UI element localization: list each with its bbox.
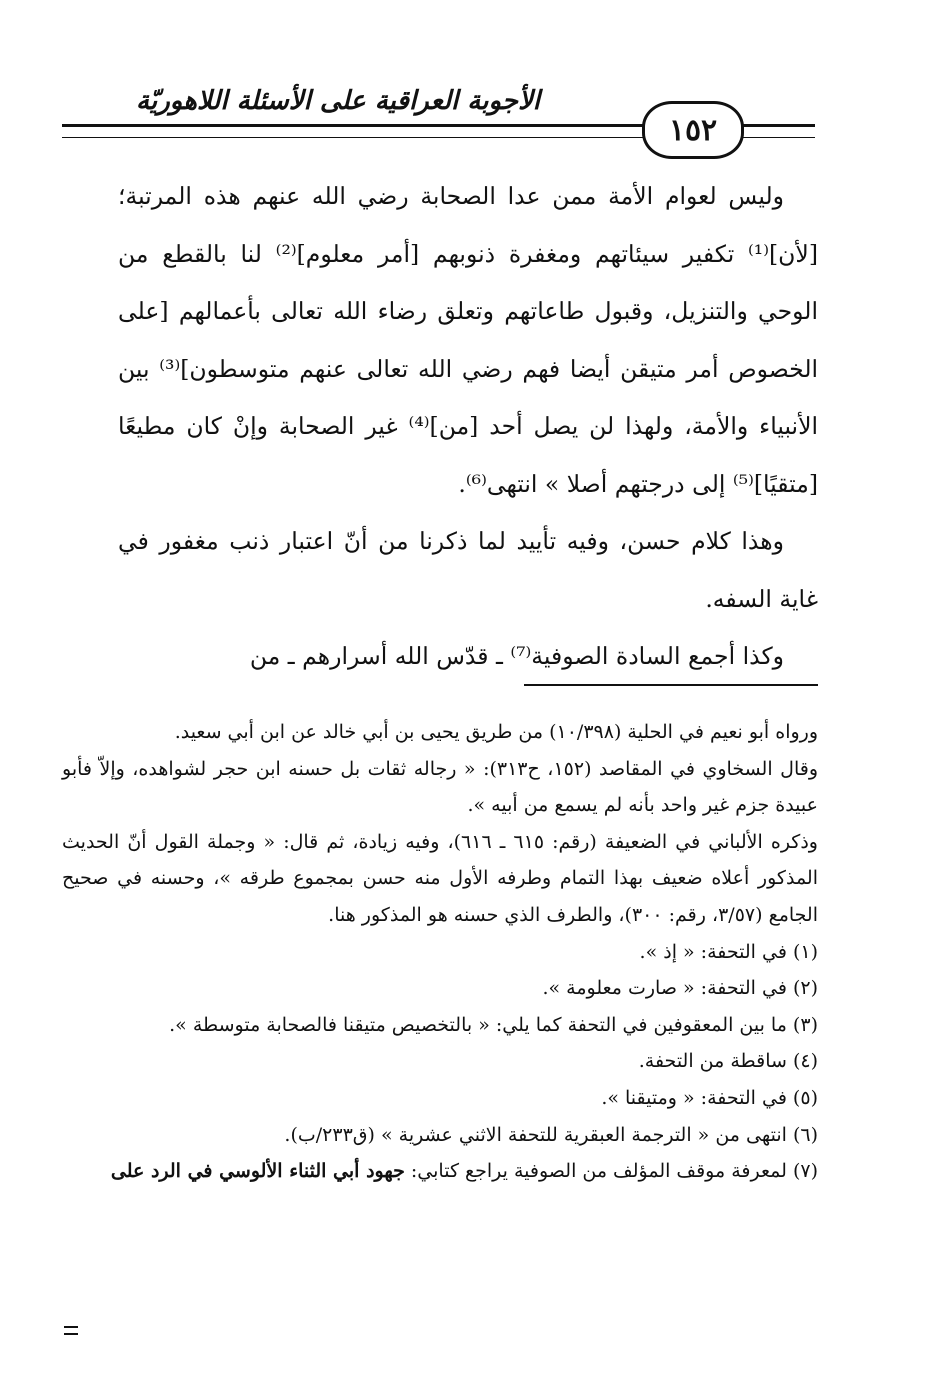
page-number: ١٥٢ [668,112,718,148]
footnote-7-book-title: جهود أبي الثناء الألوسي في الرد على [110,1160,405,1183]
footnotes-section [62,714,818,1190]
footnote-7-text: (٧) لمعرفة موقف المؤلف من الصوفية يراجع كتابي: [404,1160,818,1183]
footnote-6: (٦) انتهى من « الترجمة العبقرية للتحفة الاثني عشرية » (ق٢٣٣/ب). [284,1123,818,1146]
footnote-separator [524,684,818,686]
header-rule-right [735,124,815,138]
footnote-5: (٥) في التحفة: « ومتيقنا ». [601,1086,818,1109]
footnote-continuation-3: وذكره الألباني في الضعيفة (رقم: ٦١٥ ـ ٦١٦)، وفيه زيادة، ثم قال: « وجملة القول أنّ الحديث المذكور أعلاه ضعيف بهذا التمام وطرفه الأول منه حسن بمجموع طرقه »، وحسنه في صحيح الجامع (٣/٥٧، رقم: ٣٠٠)، والطرف الذي حسنه هو المذكور هنا. [62,830,818,926]
footnote-3: (٣) ما بين المعقوفين في التحفة كما يلي: « بالتخصيص متيقنا فالصحابة متوسطة ». [169,1013,818,1036]
body-paragraph-2: وهذا كلام حسن، وفيه تأييد لما ذكرنا من أنّ اعتبار ذنب مغفور في غاية السفه. [118,527,818,613]
footnote-continuation-2: وقال السخاوي في المقاصد (١٥٢، ح٣١٣): « رجاله ثقات بل حسنه ابن حجر لشواهده، وإلاّ فأبو عبيدة جزم غير واحد بأنه لم يسمع من أبيه ». [62,757,818,817]
footnote-1: (١) في التحفة: « إذ ». [639,940,818,963]
main-text [118,168,818,686]
body-paragraph-3: وكذا أجمع السادة الصوفية⁽⁷⁾ ـ قدّس الله أسرارهم ـ من [249,642,784,670]
footnote-2: (٢) في التحفة: « صارت معلومة ». [542,977,818,1000]
running-header-title: الأجوبة العراقية على الأسئلة اللاهوريّة [136,86,540,116]
body-paragraph-1: وليس لعوام الأمة ممن عدا الصحابة رضي الله عنهم هذه المرتبة؛ [لأن]⁽¹⁾ تكفير سيئاتهم ومغفرة ذنوبهم [أمر معلوم]⁽²⁾ لنا بالقطع من الوحي والتنزيل، وقبول طاعاتهم وتعلق رضاء الله تعالى بأعمالهم [على الخصوص أمر متيقن أيضا فهم رضي الله تعالى عنهم متوسطون]⁽³⁾ بين الأنبياء والأمة، ولهذا لن يصل أحد [من]⁽⁴⁾ غير الصحابة وإنْ كان مطيعًا [متقيًا]⁽⁵⁾ إلى درجتهم أصلا » انتهى⁽⁶⁾. [118,182,819,498]
footnote-continuation-1: ورواه أبو نعيم في الحلية (١٠/٣٩٨) من طريق يحيى بن أبي خالد عن ابن أبي سعيد. [174,721,818,743]
continuation-mark [64,1326,78,1335]
footnote-7 [62,1153,818,1190]
page-number-badge [642,101,744,159]
footnote-4: (٤) ساقطة من التحفة. [638,1050,818,1073]
